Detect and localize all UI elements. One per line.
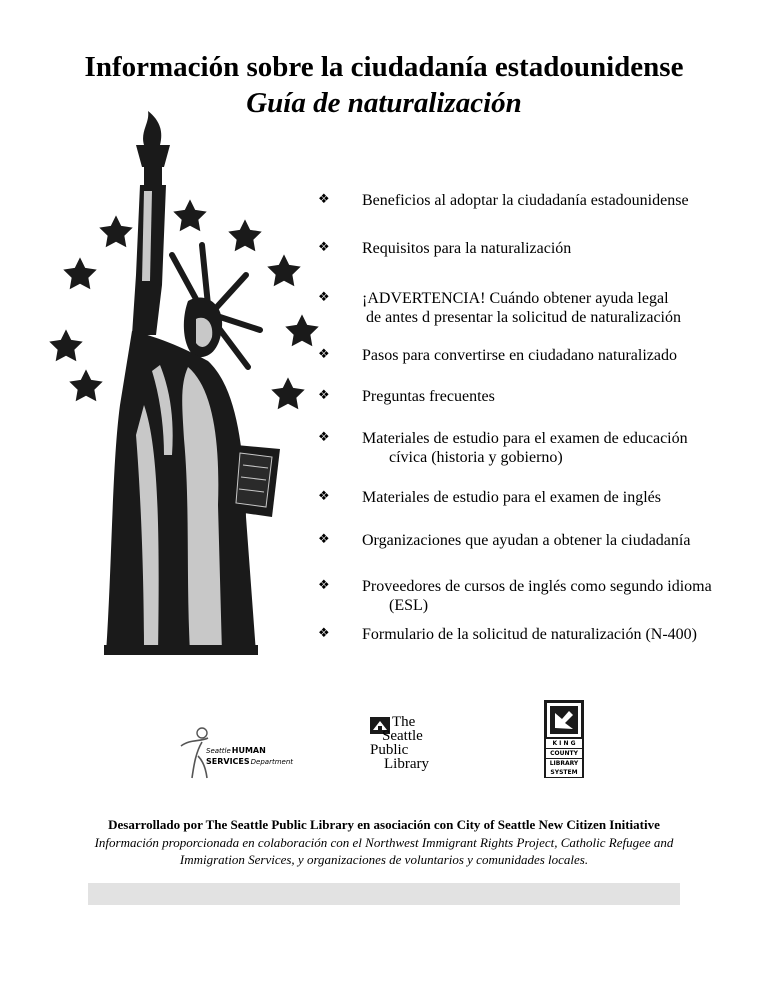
diamond-bullet-icon: ❖ (318, 388, 330, 403)
diamond-bullet-icon: ❖ (318, 430, 330, 445)
footer-gray-bar (88, 883, 680, 905)
partner-info-line: Immigration Services, y organizaciones de voluntarios y comunidades locales. (179, 852, 589, 867)
diamond-bullet-icon: ❖ (318, 532, 330, 547)
seattle-human-services-logo: SeattleHUMAN SERVICESDepartment (178, 726, 308, 784)
diamond-bullet-icon: ❖ (318, 347, 330, 362)
star-icon (285, 314, 318, 346)
partner-info-line: Información proporcionada en colaboración con el Northwest Immigrant Rights Project, Catholic Refugee and (94, 835, 674, 850)
star-icon (228, 219, 261, 251)
star-icon (69, 369, 102, 401)
diamond-bullet-icon: ❖ (318, 192, 330, 207)
kcls-emblem-icon (547, 703, 581, 737)
diamond-bullet-icon: ❖ (318, 240, 330, 255)
document-title: Información sobre la ciudadanía estadounidense (84, 51, 684, 83)
statue-of-liberty-illustration (40, 105, 320, 655)
king-county-library-system-logo: K I N G COUNTY LIBRARY SYSTEM (544, 700, 584, 778)
partner-info (0, 834, 768, 868)
diamond-bullet-icon: ❖ (318, 578, 330, 593)
star-icon (267, 254, 300, 286)
star-icon (99, 215, 132, 247)
star-icon (63, 257, 96, 289)
star-icon (173, 199, 206, 231)
diamond-bullet-icon: ❖ (318, 290, 330, 305)
seattle-public-library-logo: The Seattle Public Library (370, 714, 429, 772)
star-icon (271, 377, 304, 409)
developed-by-line: Desarrollado por The Seattle Public Library en asociación con City of Seattle New Citizen Initiative (108, 817, 660, 832)
document-subtitle: Guía de naturalización (246, 87, 522, 119)
star-icon (49, 329, 82, 361)
diamond-bullet-icon: ❖ (318, 489, 330, 504)
diamond-bullet-icon: ❖ (318, 626, 330, 641)
